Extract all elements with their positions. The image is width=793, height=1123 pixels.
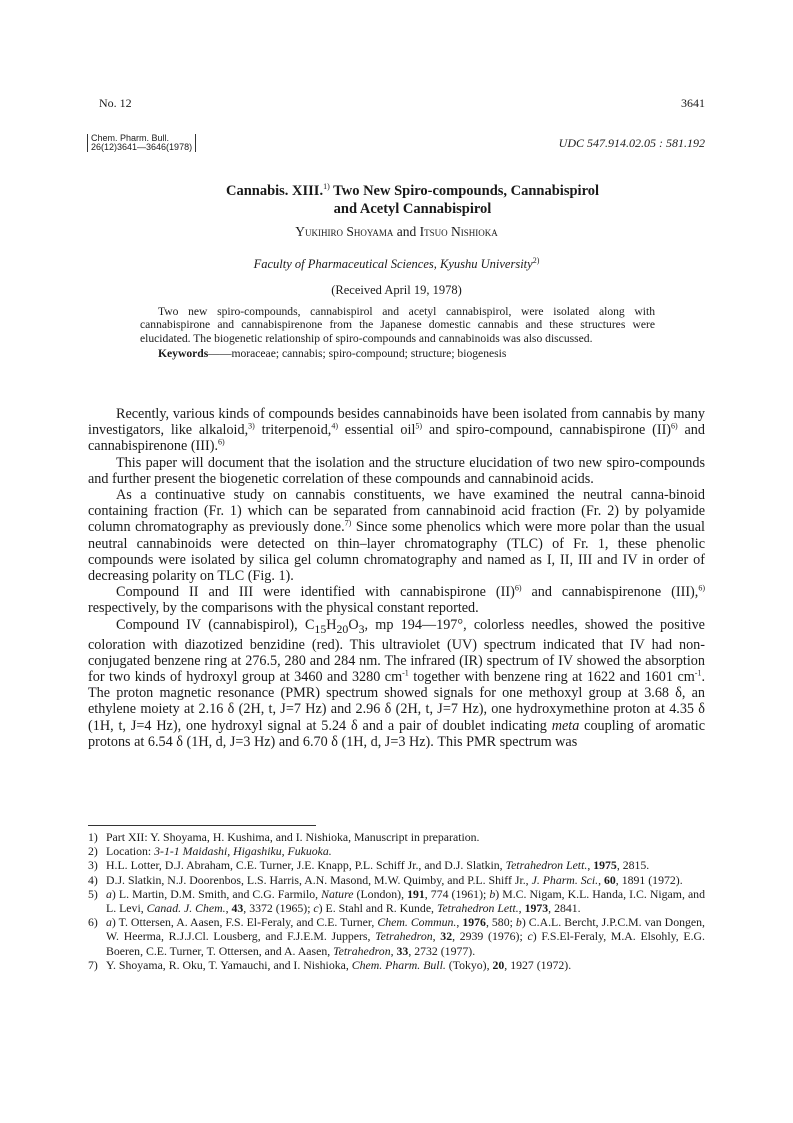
affiliation-footnote-ref: 2) xyxy=(532,256,540,265)
text-run: coupling of aromatic protons at 6.54 δ (1H, d, J=3 Hz) and 6.70 δ (1H, d, J=3 Hz). This PMR spectrum was xyxy=(88,717,705,750)
title-footnote-ref: 1) xyxy=(323,182,330,191)
footnote-run: Tetrahedron xyxy=(333,943,391,958)
footnote-run: Chem. Pharm. Bull. xyxy=(351,957,446,972)
footnote-run: ) L. Martin, D.M. Smith, and C.G. Farmilo, xyxy=(111,886,322,901)
affiliation xyxy=(0,256,793,272)
footnote-rule xyxy=(88,825,316,826)
footnote-run: , 1927 (1972). xyxy=(504,957,572,972)
footnote-run: , 2939 (1976); xyxy=(452,929,528,944)
received-date: (Received April 19, 1978) xyxy=(331,283,462,297)
footnote-run: b xyxy=(515,915,522,930)
footnote-run: ) E. Stahl and R. Kunde, xyxy=(318,901,437,916)
paragraph xyxy=(88,487,705,584)
running-header xyxy=(99,96,705,111)
footnote xyxy=(88,958,705,972)
footnote-run: Chem. Commun. xyxy=(377,915,457,930)
footnote-text xyxy=(106,887,705,915)
paragraph xyxy=(88,406,705,455)
keywords-label: Keywords xyxy=(158,347,209,361)
footnote-number: 3) xyxy=(88,858,98,873)
footnote-run: , xyxy=(390,943,397,958)
text-run: and cannabispirenone (III). xyxy=(88,422,705,455)
footnote-run: Y. Shoyama, R. Oku, T. Yamauchi, and I. Nishioka, xyxy=(106,957,352,972)
footnote-number: 1) xyxy=(88,830,98,844)
footnote-run: ) M.C. Nigam, K.L. Handa, I.C. Nigam, and L. Levi, xyxy=(106,886,705,916)
footnote-run: 32 xyxy=(440,929,453,944)
footnote-run: 43 xyxy=(231,901,244,916)
footnote-run: Tetrahedron Lett. xyxy=(436,901,519,916)
footnote xyxy=(88,887,705,915)
footnotes xyxy=(88,830,705,972)
footnote-text xyxy=(106,958,705,972)
citation-ref: 3) xyxy=(248,421,255,431)
footnote-run: (London), xyxy=(353,886,408,901)
text-run: and spiro-compound, cannabispirone (II) xyxy=(422,422,672,439)
page-number: 3641 xyxy=(681,96,705,110)
footnote-run: c xyxy=(313,901,319,916)
journal-name: Chem. Pharm. Bull. xyxy=(91,133,170,143)
title-line2: and Acetyl Cannabispirol xyxy=(333,200,492,217)
footnote-text xyxy=(106,915,705,958)
text-run: and cannabispirenone (III), xyxy=(521,584,699,601)
unit-exponent: -1 xyxy=(402,668,409,678)
footnote-run: ) C.A.L. Bercht, J.P.C.M. van Dongen, W. Heerma, R.J.J.Cl. Lousberg, and F.J.E.M. Juppers, xyxy=(106,915,705,944)
text-run: Recently, various kinds of compounds besides cannabinoids have been isolated from cannabis by many investigators, like alkaloid, xyxy=(88,406,705,439)
text-run: O xyxy=(348,616,359,633)
footnote-run: ) F.S.El-Feraly, M.A. Elsohly, E.G. Boeren, C.E. Turner, T. Ottersen, and A. Aasen, xyxy=(106,929,706,958)
citation-ref: 7) xyxy=(344,518,352,528)
paper-title xyxy=(120,178,705,218)
footnote-number: 5) xyxy=(88,886,98,901)
keywords xyxy=(140,347,655,360)
footnote-run: , 3372 (1965); xyxy=(243,901,314,916)
paragraph: This paper will document that the isolation and the structure elucidation of two new spiro-compounds and further present the biogenetic correlation of these compounds and cannabinoid acids. xyxy=(88,454,705,487)
footnote-run: , 1891 (1972). xyxy=(615,872,683,887)
text-run: Compound II and III were identified with cannabispirone (II) xyxy=(116,584,515,601)
footnote-run: c xyxy=(527,929,533,944)
footnote-run: , 580; xyxy=(485,915,516,930)
author-name: Yukihiro Shoyama xyxy=(295,224,394,239)
footnote-run: 20 xyxy=(492,957,505,972)
text-run: Since some phenolics which were more polar than the usual neutral cannabinoids were detected on thin–layer chromatography (TLC) of Fr. 1, these phenolic compounds were isolated by silica gel column chromatography and named as I, II, III and IV in order of decreasing polarity on TLC (Fig. 1). xyxy=(88,519,705,585)
footnote-run: 1973 xyxy=(524,901,549,916)
footnote xyxy=(88,915,705,958)
keywords-text: ——moraceae; cannabis; spiro-compound; structure; biogenesis xyxy=(208,347,507,361)
footnote-run: , 774 (1961); xyxy=(424,886,490,901)
author-list xyxy=(0,224,793,240)
footnote-text xyxy=(106,844,705,858)
text-run: . The proton magnetic resonance (PMR) spectrum showed signals for one methoxyl group at 3.68 δ, an ethylene moiety at 2.16 δ (2H, t, J=7 Hz) and 2.96 δ (2H, t, J=7 Hz), one hydroxymethine proton at 4.35 δ (1H, t, J=4 Hz), one hydroxyl signal at 5.24 δ and a pair of doublet indicating xyxy=(88,669,705,734)
footnote-text xyxy=(106,858,705,872)
footnote-run: , 2815. xyxy=(616,858,650,873)
text-run: together with benzene ring at 1622 and 1601 cm xyxy=(408,669,695,686)
footnote-run: J. Pharm. Sci. xyxy=(531,872,599,887)
footnote-run: Tetrahedron Lett. xyxy=(505,858,588,873)
text-run: respectively, by the comparisons with the physical constant reported. xyxy=(88,600,479,617)
title-line1-rest: Two New Spiro-compounds, Cannabispirol xyxy=(329,182,600,199)
footnote-run: Nature xyxy=(321,886,354,901)
text-run: H xyxy=(326,616,337,633)
footnote-run: , 2732 (1977). xyxy=(408,943,476,958)
footnote-text xyxy=(106,873,705,887)
footnote-run: b xyxy=(489,886,496,901)
emphasis: meta xyxy=(551,717,580,734)
footnote-run: (Tokyo), xyxy=(445,957,493,972)
footnote-run: ) T. Ottersen, A. Aasen, F.S. El-Feraly, and C.E. Turner, xyxy=(111,915,378,930)
footnote-text xyxy=(106,830,705,844)
footnote-run: , xyxy=(587,858,594,873)
footnote-run: Tetrahedron xyxy=(375,929,433,944)
formula-subscript: 3 xyxy=(358,621,365,636)
issue-number: No. 12 xyxy=(99,96,132,110)
footnote-run: D.J. Slatkin, N.J. Doorenbos, L.S. Harris, A.N. Masond, M.W. Quimby, and P.L. Shiff Jr., xyxy=(106,872,532,887)
citation-ref: 6) xyxy=(218,437,225,447)
footnote-number: 7) xyxy=(88,957,98,972)
text-run: Compound IV (cannabispirol), C xyxy=(116,616,315,633)
footnote-run: a xyxy=(106,886,112,901)
author-conjunction: and xyxy=(393,224,420,239)
citation-ref: 6) xyxy=(671,421,678,431)
footnote-run: 33 xyxy=(396,943,409,958)
formula-subscript: 20 xyxy=(336,621,349,636)
footnote-run: , xyxy=(598,872,604,887)
footnote xyxy=(88,858,705,872)
footnote-run: 191 xyxy=(407,886,425,901)
citation-ref: 6) xyxy=(698,583,705,593)
unit-exponent: -1 xyxy=(694,668,702,678)
journal-volume: 26(12)3641—3646(1978) xyxy=(91,142,193,152)
footnote-run: 3-1-1 Maidashi, Higashiku, Fukuoka. xyxy=(154,844,332,859)
abstract xyxy=(140,305,655,361)
footnote-run: Canad. J. Chem. xyxy=(146,901,226,916)
footnote xyxy=(88,844,705,858)
footnote xyxy=(88,873,705,887)
footnote-run: 60 xyxy=(604,872,616,887)
footnote-run: , 2841. xyxy=(548,901,581,916)
journal-meta xyxy=(87,134,705,152)
footnote-run: , xyxy=(225,901,232,916)
footnote-run: , xyxy=(518,901,525,916)
citation-ref: 6) xyxy=(514,583,522,593)
footnote-run: 1975 xyxy=(593,858,617,873)
footnote xyxy=(88,830,705,844)
footnote-run: , xyxy=(456,915,463,930)
text-run: triterpenoid, xyxy=(254,422,332,439)
footnote-number: 4) xyxy=(88,872,98,887)
affiliation-text: Faculty of Pharmaceutical Sciences, Kyushu University xyxy=(253,257,533,272)
text-run: As a continuative study on cannabis constituents, we have examined the neutral canna-binoid containing fraction (Fr. 1) which can be separated from cannabinoid acid fraction (Fr. 2) by polyamide column chromatography as previously done. xyxy=(88,487,705,536)
citation-ref: 5) xyxy=(415,421,423,431)
footnote-run: H.L. Lotter, D.J. Abraham, C.E. Turner, J.E. Knapp, P.L. Schiff Jr., and D.J. Slatkin, xyxy=(106,858,506,873)
author-name: Itsuo Nishioka xyxy=(419,224,498,239)
title-line1: Cannabis. XIII. xyxy=(225,182,324,199)
paragraph xyxy=(88,617,705,750)
footnote-run: 1976 xyxy=(462,915,486,930)
abstract-text: Two new spiro-compounds, cannabispirol and acetyl cannabispirol, were isolated along with cannabispirone and cannabispirenone from the Japanese domestic cannabis and these structures were elucidated. The biogenetic relationship of spiro-compounds and cannabinoids was also discussed. xyxy=(140,305,655,345)
text-run: , mp 194—197°, colorless needles, showed the positive coloration with diazotized benzidine (red). This ultraviolet (UV) spectrum indicated that IV had non-conjugated benzene ring at 276.5, 280 and 284 nm. The infrared (IR) spectrum of IV showed the absorption for two kinds of hydroxyl group at 3460 and 3280 cm xyxy=(88,616,705,686)
formula-subscript: 15 xyxy=(314,621,327,636)
footnote-run: Location: xyxy=(106,844,155,859)
footnote-number: 6) xyxy=(88,915,98,930)
footnote-run: , xyxy=(432,929,441,944)
journal-citation xyxy=(87,134,196,152)
footnote-number: 2) xyxy=(88,844,98,859)
citation-ref: 4) xyxy=(331,421,339,431)
text-run: essential oil xyxy=(338,422,416,439)
footnote-run: Part XII: Y. Shoyama, H. Kushima, and I. Nishioka, Manuscript in preparation. xyxy=(106,830,480,844)
paragraph xyxy=(88,584,705,616)
udc-code: UDC 547.914.02.05 : 581.192 xyxy=(558,135,705,150)
footnote-run: a xyxy=(106,915,112,930)
body-text xyxy=(88,406,705,750)
